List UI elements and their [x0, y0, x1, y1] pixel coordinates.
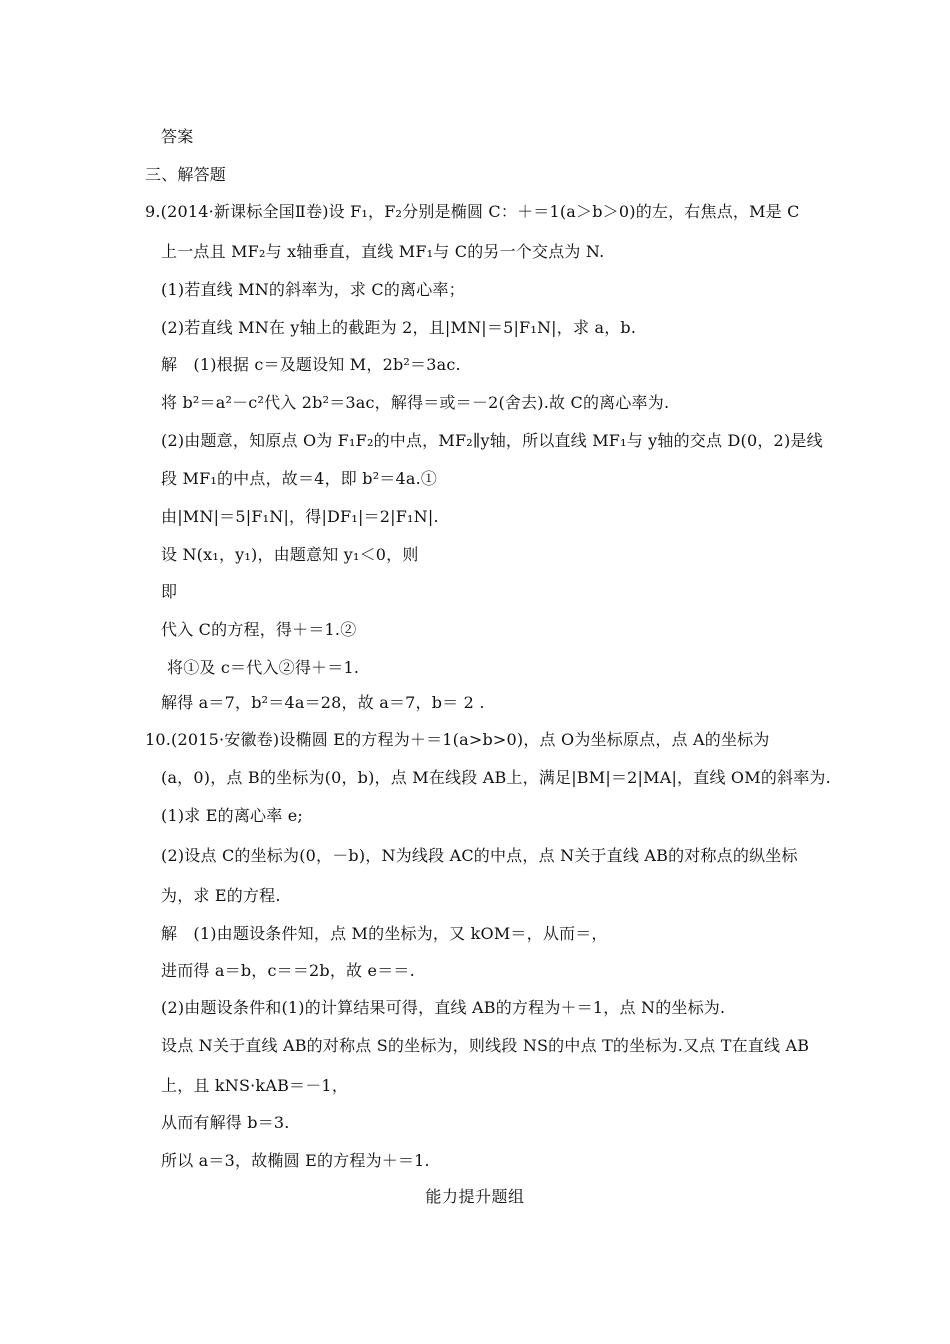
q10-line-1: 10.(2015·安徽卷)设椭圆 E的方程为＋＝1(a>b>0)，点 O为坐标原点，点 A的坐标为 — [145, 730, 770, 749]
q10-part-1: (1)求 E的离心率 e; — [161, 806, 303, 825]
q10-solution-line: 所以 a＝3，故椭圆 E的方程为＋＝1. — [161, 1151, 430, 1170]
section-title: 三、解答题 — [145, 165, 227, 184]
q9-part-2: (2)若直线 MN在 y轴上的截距为 2，且|MN|＝5|F₁N|，求 a，b. — [161, 318, 637, 337]
q9-solution-line: 代入 C的方程，得＋＝1.② — [161, 620, 357, 639]
q10-solution-line: 设点 N关于直线 AB的对称点 S的坐标为，则线段 NS的中点 T的坐标为.又点 T在直线 AB — [161, 1036, 810, 1055]
q10-solution-line: 从而有解得 b＝3. — [161, 1113, 290, 1132]
q9-solution-line: (2)由题意，知原点 O为 F₁F₂的中点，MF₂∥y轴，所以直线 MF₁与 y轴的交点 D(0，2)是线 — [161, 431, 823, 450]
q10-solution-line: 进而得 a＝b，c＝＝2b，故 e＝＝. — [161, 961, 415, 980]
q10-line-2: (a，0)，点 B的坐标为(0，b)，点 M在线段 AB上，满足|BM|＝2|MA|，直线 OM的斜率为. — [161, 768, 831, 787]
footer-section-title: 能力提升题组 — [425, 1187, 525, 1206]
q9-solution-line: 设 N(x₁，y₁)，由题意知 y₁＜0，则 — [161, 545, 419, 564]
q9-part-1: (1)若直线 MN的斜率为，求 C的离心率； — [161, 280, 465, 299]
q10-part-2b: 为，求 E的方程. — [161, 886, 281, 905]
q9-solution-line: 将 b²＝a²－c²代入 2b²＝3ac，解得＝或＝－2(舍去).故 C的离心率为. — [161, 393, 670, 412]
q9-solution-line: 段 MF₁的中点，故＝4，即 b²＝4a.① — [161, 469, 438, 488]
q9-solution-line: 即 — [161, 582, 178, 601]
q9-line-1: 9.(2014·新课标全国Ⅱ卷)设 F₁，F₂分别是椭圆 C：＋＝1(a＞b＞0)的左，右焦点，M是 C — [145, 202, 800, 221]
q9-line-2: 上一点且 MF₂与 x轴垂直，直线 MF₁与 C的另一个交点为 N. — [161, 242, 605, 261]
q9-solution-line: 解 (1)根据 c＝及题设知 M，2b²＝3ac. — [161, 355, 461, 374]
q10-part-2a: (2)设点 C的坐标为(0，－b)，N为线段 AC的中点，点 N关于直线 AB的对称点的纵坐标 — [161, 846, 798, 865]
q10-solution-line: 解 (1)由题设条件知，点 M的坐标为，又 kOM＝，从而＝， — [161, 924, 608, 943]
q10-solution-line: 上，且 kNS·kAB＝－1， — [161, 1076, 349, 1095]
q9-solution-line: 将①及 c＝代入②得＋＝1. — [167, 658, 360, 677]
q10-solution-line: (2)由题设条件和(1)的计算结果可得，直线 AB的方程为＋＝1，点 N的坐标为. — [161, 998, 726, 1017]
q9-solution-line: 由|MN|＝5|F₁N|，得|DF₁|＝2|F₁N|. — [161, 507, 439, 526]
q9-solution-line: 解得 a＝7，b²＝4a＝28，故 a＝7，b＝ 2 . — [161, 693, 485, 712]
answer-label: 答案 — [161, 127, 194, 146]
